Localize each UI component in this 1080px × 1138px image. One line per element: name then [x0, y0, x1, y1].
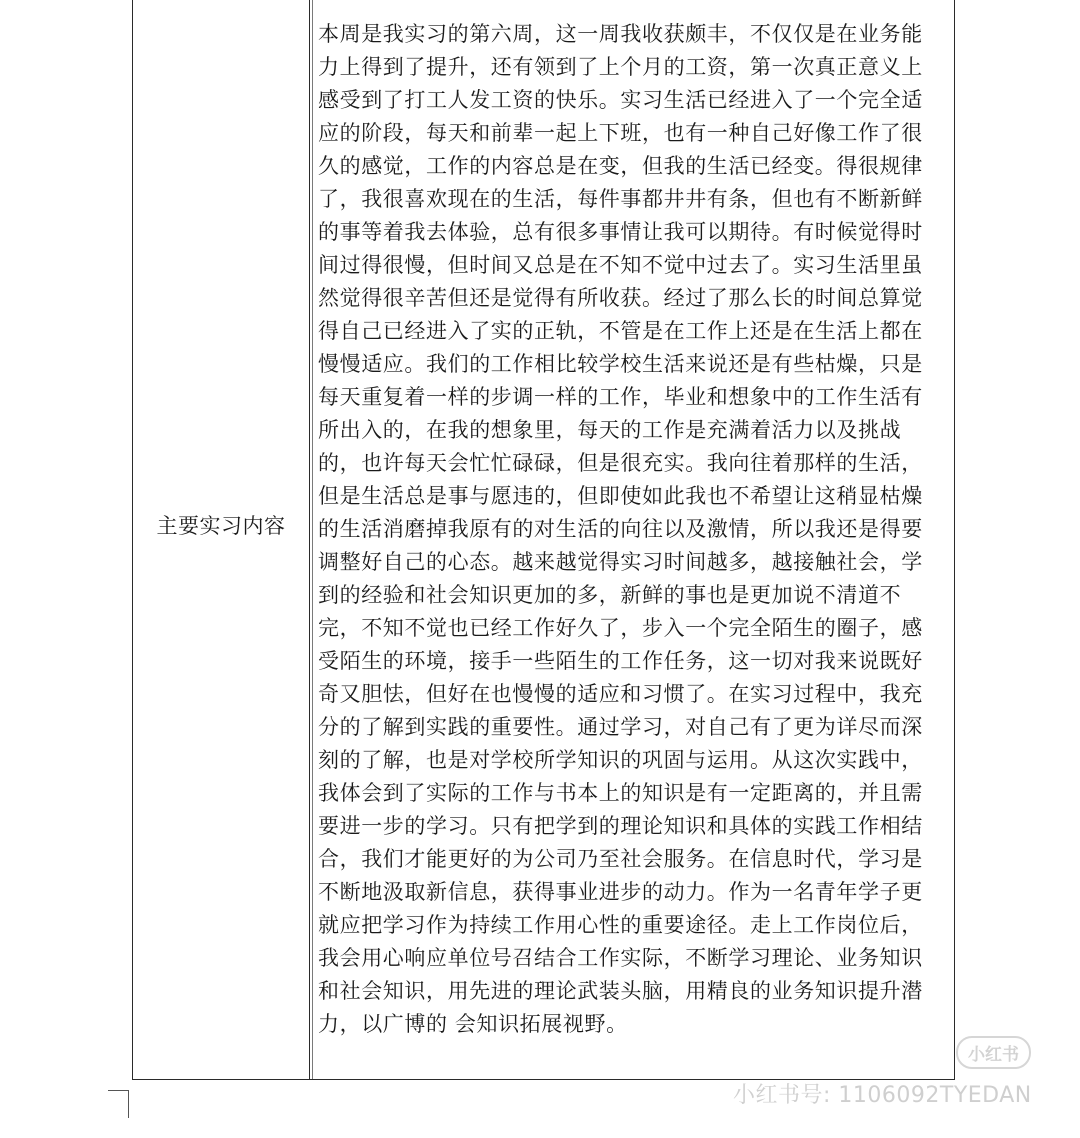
watermark-account-id: 小红书号: 1106092TYEDAN — [733, 1083, 1032, 1108]
content-line: 间过得很慢，但时间又总是在不知不觉中过去了。实习生活里虽 — [318, 253, 923, 277]
content-line: 慢慢适应。我们的工作相比较学校生活来说还是有些枯燥，只是 — [318, 352, 923, 376]
content-line: 久的感觉，工作的内容总是在变，但我的生活已经变。得很规律 — [318, 154, 923, 178]
content-line: 所出入的，在我的想象里，每天的工作是充满着活力以及挑战 — [318, 418, 902, 442]
content-line: 然觉得很辛苦但还是觉得有所收获。经过了那么长的时间总算觉 — [318, 286, 923, 310]
content-line: 每天重复着一样的步调一样的工作，毕业和想象中的工作生活有 — [318, 385, 923, 409]
watermark-logo: 小红书 — [956, 1036, 1031, 1069]
content-line: 奇又胆怯，但好在也慢慢的适应和习惯了。在实习过程中，我充 — [318, 682, 923, 706]
content-line: 和社会知识，用先进的理论武装头脑，用精良的业务知识提升潜 — [318, 979, 923, 1003]
table-border-right — [954, 0, 955, 1080]
content-line: 受陌生的环境，接手一些陌生的工作任务，这一切对我来说既好 — [318, 649, 923, 673]
page-corner-mark-vertical — [128, 1090, 129, 1118]
row-label-main-internship-content: 主要实习内容 — [156, 514, 286, 538]
content-line: 得自己已经进入了实的正轨，不管是在工作上还是在生活上都在 — [318, 319, 923, 343]
content-line: 力上得到了提升，还有领到了上个月的工资，第一次真正意义上 — [318, 55, 923, 79]
content-line: 不断地汲取新信息，获得事业进步的动力。作为一名青年学子更 — [318, 880, 923, 904]
content-line: 调整好自己的心态。越来越觉得实习时间越多，越接触社会，学 — [318, 550, 923, 574]
content-line: 完，不知不觉也已经工作好久了，步入一个完全陌生的圈子，感 — [318, 616, 923, 640]
content-line: 要进一步的学习。只有把学到的理论知识和具体的实践工作相结 — [318, 814, 923, 838]
content-line: 我会用心响应单位号召结合工作实际，不断学习理论、业务知识 — [318, 946, 923, 970]
content-line: 的生活消磨掉我原有的对生活的向往以及激情，所以我还是得要 — [318, 517, 923, 541]
content-line: 了，我很喜欢现在的生活，每件事都井井有条，但也有不断新鲜 — [318, 187, 923, 211]
content-line: 我体会到了实际的工作与书本上的知识是有一定距离的，并且需 — [318, 781, 923, 805]
content-line: 应的阶段，每天和前辈一起上下班，也有一种自己好像工作了很 — [318, 121, 923, 145]
content-line: 但是生活总是事与愿违的，但即使如此我也不希望让这稍显枯燥 — [318, 484, 923, 508]
content-line: 就应把学习作为持续工作用心性的重要途径。走上工作岗位后， — [318, 913, 923, 937]
internship-content-text — [318, 18, 936, 1041]
content-line: 分的了解到实践的重要性。通过学习，对自己有了更为详尽而深 — [318, 715, 923, 739]
content-line: 感受到了打工人发工资的快乐。实习生活已经进入了一个完全适 — [318, 88, 923, 112]
content-line: 刻的了解，也是对学校所学知识的巩固与运用。从这次实践中， — [318, 748, 923, 772]
content-line: 合，我们才能更好的为公司乃至社会服务。在信息时代，学习是 — [318, 847, 923, 871]
content-line: 本周是我实习的第六周，这一周我收获颇丰，不仅仅是在业务能 — [318, 22, 923, 46]
table-column-divider-inner — [312, 0, 313, 1080]
content-line: 的，也许每天会忙忙碌碌，但是很充实。我向往着那样的生活， — [318, 451, 923, 475]
content-line: 的事等着我去体验，总有很多事情让我可以期待。有时候觉得时 — [318, 220, 923, 244]
table-border-left — [132, 0, 133, 1080]
content-line: 到的经验和社会知识更加的多，新鲜的事也是更加说不清道不 — [318, 583, 902, 607]
page-corner-mark-horizontal — [108, 1090, 129, 1091]
content-line: 力，以广博的 会知识拓展视野。 — [318, 1012, 628, 1036]
table-column-divider — [309, 0, 310, 1080]
